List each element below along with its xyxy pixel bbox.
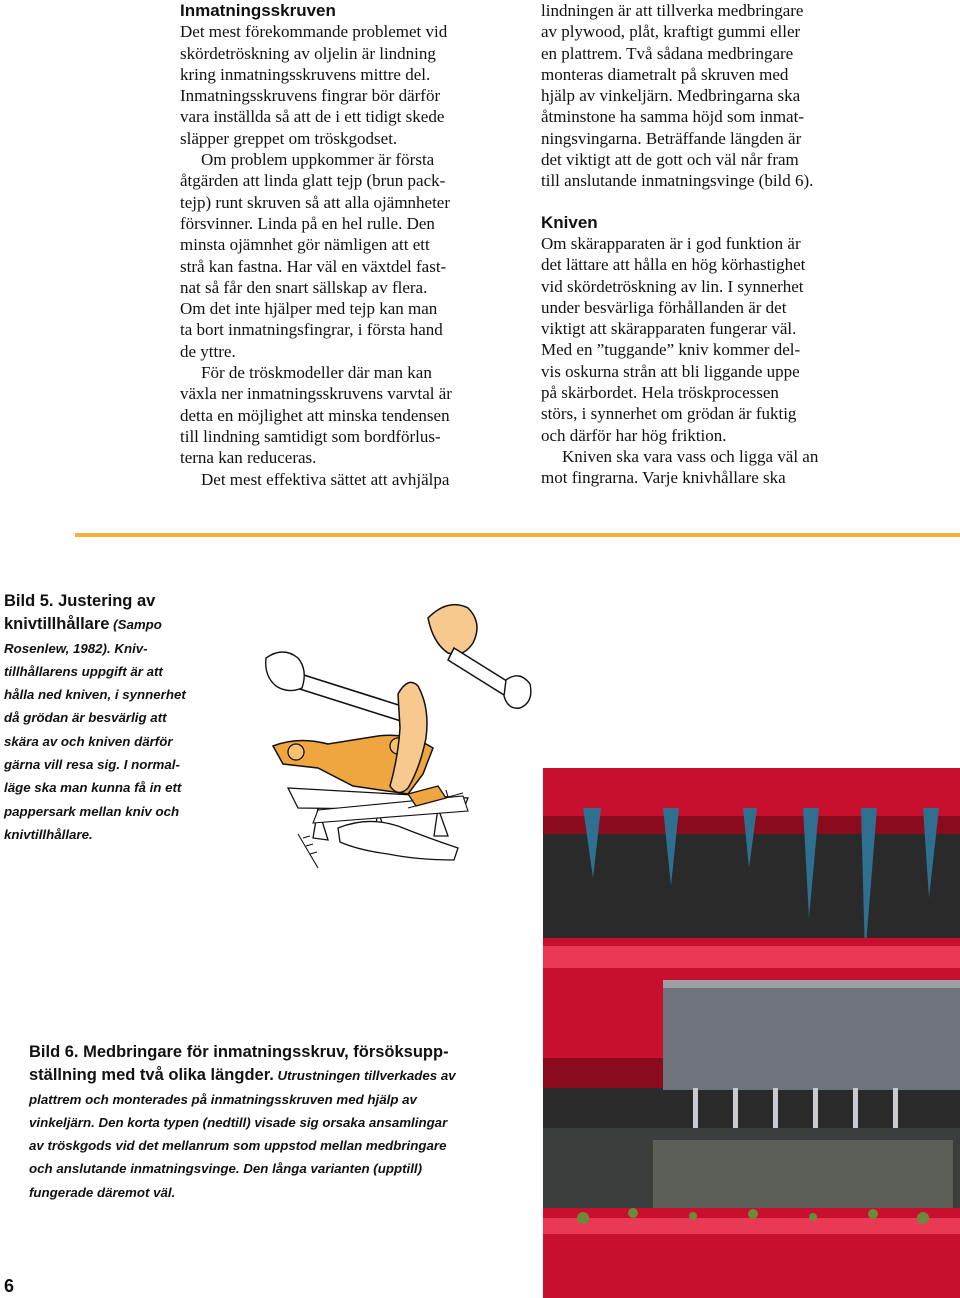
text-line: en plattrem. Två sådana medbringare xyxy=(541,43,794,63)
column-right xyxy=(541,0,818,489)
caption-text: vinkeljärn. Den korta typen (nedtill) visade sig orsaka ansamlingar xyxy=(29,1114,448,1130)
text-line: mot fingrarna. Varje knivhållare ska xyxy=(541,468,786,488)
text-line: Det mest effektiva sättet att avhjälpa xyxy=(201,469,450,489)
text-line: För de tröskmodeller där man kan xyxy=(201,363,432,383)
text-line: det viktigt att de gott och väl når fram xyxy=(541,150,799,170)
caption-text: Rosenlew, 1982). Kniv- xyxy=(4,640,148,656)
section-heading-kniven: Kniven xyxy=(541,212,598,232)
caption-text: gärna vill resa sig. I normal- xyxy=(4,757,180,773)
caption-text: och anslutande inmatningsvinge. Den långa varianten (upptill) xyxy=(29,1161,423,1177)
section-heading-inmatningsskruven: Inmatningsskruven xyxy=(180,1,336,20)
text-line: nat så får den snart sällskap av flera. xyxy=(180,277,428,297)
text-line: av plywood, plåt, kraftigt gummi eller xyxy=(541,22,801,42)
text-line: åtminstone ha samma höjd som inmat- xyxy=(541,107,804,127)
hammer-knife-holder-illustration xyxy=(258,598,533,870)
text-line: ta bort inmatningsfingrar, i första hand xyxy=(180,320,443,340)
text-line: lindningen är att tillverka medbringare xyxy=(541,1,804,20)
caption-title: Bild 6. Medbringare för inmatningsskruv, försöksupp- xyxy=(29,1043,449,1061)
text-line: Det mest förekommande problemet vid xyxy=(180,22,448,42)
text-line: Inmatningsskruvens fingrar bör därför xyxy=(180,86,441,106)
caption-text: pappersark mellan kniv och xyxy=(4,803,180,819)
text-line: de yttre. xyxy=(180,341,236,361)
caption-title: knivtillhållare xyxy=(4,615,110,634)
text-line: till lindning samtidigt som bordförlus- xyxy=(180,426,441,446)
text-line: under besvärliga förhållanden är det xyxy=(541,297,787,317)
text-line: Om problem uppkommer är första xyxy=(201,150,435,170)
text-line: vid skördetröskning av lin. I synnerhet xyxy=(541,276,804,296)
text-line: vis oskurna strån att bli liggande uppe xyxy=(541,361,800,381)
caption-text: skära av och kniven därför xyxy=(4,733,173,749)
caption-text: då grödan är besvärlig att xyxy=(4,710,167,726)
text-line: åtgärden att linda glatt tejp (brun pack- xyxy=(180,171,446,191)
text-line: Kniven ska vara vass och ligga väl an xyxy=(562,446,819,466)
caption-text: plattrem och monterades på inmatningsskruven med hjälp av xyxy=(29,1091,417,1107)
caption-text: läge ska man kunna få in ett xyxy=(4,780,182,796)
caption-text: fungerade däremot väl. xyxy=(29,1184,176,1200)
caption-title: Bild 5. Justering av xyxy=(4,592,156,610)
section-divider xyxy=(75,533,960,537)
text-line: försvinner. Linda på en hel rulle. Den xyxy=(180,213,435,233)
caption-text: tillhållarens uppgift är att xyxy=(4,663,163,679)
text-line: det lättare att hålla en hög körhastighet xyxy=(541,255,806,275)
auger-photo xyxy=(543,768,960,1298)
text-line: till anslutande inmatningsvinge (bild 6). xyxy=(541,171,814,191)
caption-title: ställning med två olika längder. xyxy=(29,1066,274,1085)
text-line: och därför har hög friktion. xyxy=(541,425,727,445)
hammer-top xyxy=(428,605,477,655)
text-line: växla ner inmatningsskruvens varvtal är xyxy=(180,384,452,404)
text-line: Om skärapparaten är i god funktion är xyxy=(541,233,801,253)
paddle-plate xyxy=(663,980,960,1090)
text-line: hjälp av vinkeljärn. Medbringarna ska xyxy=(541,86,801,106)
caption-bild-5 xyxy=(4,590,186,846)
hand-right xyxy=(504,676,531,708)
text-line: strå kan fastna. Har väl en växtdel fast- xyxy=(180,256,447,276)
text-line: Med en ”tuggande” kniv kommer del- xyxy=(541,340,801,360)
caption-text: knivtillhållare. xyxy=(4,826,93,842)
text-line: släpper greppet om tröskgodset. xyxy=(180,128,398,148)
text-line: skördetröskning av oljelin är lindning xyxy=(180,43,436,63)
hand-left xyxy=(266,652,305,691)
caption-text: (Sampo xyxy=(113,617,162,633)
page-number: 6 xyxy=(4,1276,15,1296)
column-left xyxy=(180,0,452,490)
text-line: Om det inte hjälper med tejp kan man xyxy=(180,299,438,319)
text-line: monteras diametralt på skruven med xyxy=(541,64,789,84)
caption-bild-6 xyxy=(29,1041,456,1204)
text-line: vara inställda så att de i ett tidigt skede xyxy=(180,107,445,127)
text-line: ningsvingarna. Beträffande längden är xyxy=(541,128,802,148)
bolt-icon xyxy=(288,744,304,760)
caption-text: hålla ned kniven, i synnerhet xyxy=(4,687,186,703)
caption-text: av tröskgods vid det mellanrum som uppstod mellan medbringare xyxy=(29,1138,447,1154)
text-line: tejp) runt skruven så att alla ojämnheter xyxy=(180,192,451,212)
text-line: minsta ojämnhet gör nämligen att ett xyxy=(180,235,430,255)
text-line: detta en möjlighet att minska tendensen xyxy=(180,405,450,425)
text-line: terna kan reduceras. xyxy=(180,448,317,468)
text-line: kring inmatningsskruvens mittre del. xyxy=(180,64,431,84)
text-line: viktigt att skärapparaten fungerar väl. xyxy=(541,319,797,339)
text-line: på skärbordet. Hela tröskprocessen xyxy=(541,383,779,403)
caption-text: Utrustningen tillverkades av xyxy=(277,1068,456,1084)
text-line: störs, i synnerhet om grödan är fuktig xyxy=(541,404,797,424)
